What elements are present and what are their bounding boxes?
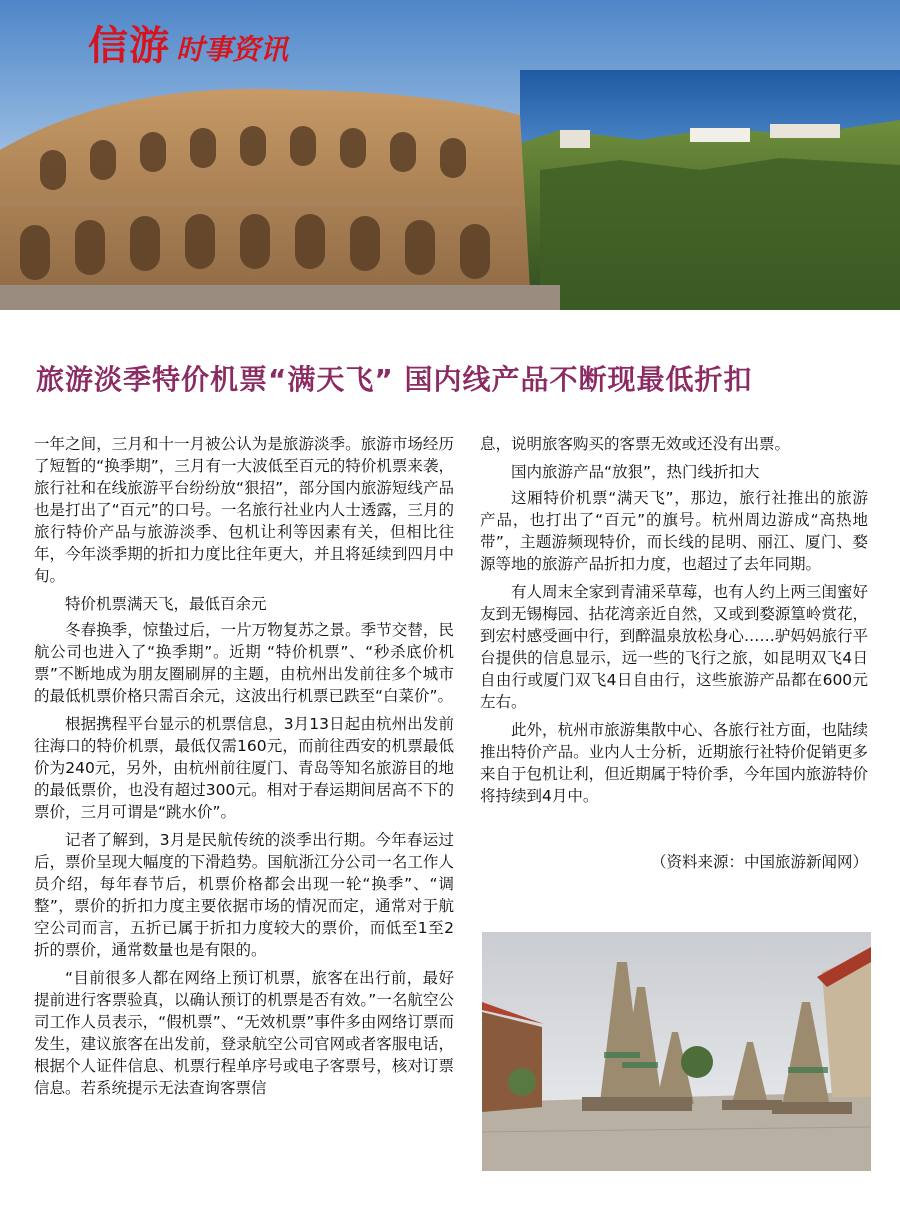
temple-photo (482, 932, 871, 1171)
source-credit: （资料来源：中国旅游新闻网） (650, 853, 868, 871)
right-column (480, 433, 868, 813)
subheading: 特价机票满天飞，最低百余元 (65, 595, 267, 613)
paragraph: 此外，杭州市旅游集散中心、各旅行社方面，也陆续推出特价产品。业内人士分析，近期旅行社特价促销更多来自于包机让利，但近期属于特价季，今年国内旅游特价将持续到4月中。 (480, 721, 868, 805)
left-column (34, 433, 454, 1105)
temple-image (482, 932, 871, 1171)
header-banner (0, 0, 900, 310)
paragraph: 这厢特价机票“满天飞”，那边，旅行社推出的旅游产品，也打出了“百元”的旗号。杭州周边游成“高热地带”，主题游频现特价，而长线的昆明、丽江、厦门、婺源等地的旅游产品折扣力度，也超过了去年同期。 (480, 489, 868, 573)
paragraph: 冬春换季，惊蛰过后，一片万物复苏之景。季节交替，民航公司也进入了“换季期”。近期 “特价机票”、“秒杀底价机票”不断地成为朋友圈刷屏的主题，由杭州出发前往多个城市的最低机票价格只需百余元，这波出行机票已跌至“白菜价”。 (34, 621, 454, 705)
section-title (88, 14, 288, 71)
paragraph-continued: 息，说明旅客购买的客票无效或还没有出票。 (480, 435, 791, 453)
article-headline: 旅游淡季特价机票“满天飞” 国内线产品不断现最低折扣 (36, 363, 753, 396)
column-name: 时事资讯 (176, 33, 289, 66)
paragraph: “目前很多人都在网络上预订机票，旅客在出行前，最好提前进行客票验真，以确认预订的机票是否有效。”一名航空公司工作人员表示，“假机票”、“无效机票”事件多由网络订票而发生，建议旅客在出发前，登录航空公司官网或者客服电话，根据个人证件信息、机票行程单序号或电子客票号，核对订票信息。若系统提示无法查询客票信 (34, 969, 454, 1097)
paragraph: 记者了解到，3月是民航传统的淡季出行期。今年春运过后，票价呈现大幅度的下滑趋势。国航浙江分公司一名工作人员介绍，每年春节后，机票价格都会出现一轮“换季”、“调整”，票价的折扣力度主要依据市场的情况而定，通常对于航空公司而言，五折已属于折扣力度较大的票价，而低至1至2折的票价，通常数量也是有限的。 (34, 831, 454, 959)
paragraph: 根据携程平台显示的机票信息，3月13日起由杭州出发前往海口的特价机票，最低仅需160元，而前往西安的机票最低价为240元，另外，由杭州前往厦门、青岛等知名旅游目的地的最低票价，也没有超过300元。相对于春运期间居高不下的票价，三月可谓是“跳水价”。 (34, 715, 454, 821)
paragraph: 一年之间，三月和十一月被公认为是旅游淡季。旅游市场经历了短暂的“换季期”，三月有一大波低至百元的特价机票来袭，旅行社和在线旅游平台纷纷放“狠招”，部分国内旅游短线产品也是打出了“百元”的口号。一名旅行社业内人士透露，三月的旅行特价产品与旅游淡季、包机让利等因素有关，但相比往年，今年淡季期的折扣力度比往年更大，并且将延续到四月中旬。 (34, 435, 454, 585)
subheading: 国内旅游产品“放狠”，热门线折扣大 (511, 463, 760, 481)
paragraph: 有人周末全家到青浦采草莓，也有人约上两三闺蜜好友到无锡梅园、拈花湾亲近自然，又或到婺源篁岭赏花，到宏村感受画中行，到醉温泉放松身心……驴妈妈旅行平台提供的信息显示，远一些的飞行之旅，如昆明双飞4日自由行或厦门双飞4日自由行，这些旅游产品都在600元左右。 (480, 583, 868, 711)
brand-name: 信游 (88, 23, 170, 69)
